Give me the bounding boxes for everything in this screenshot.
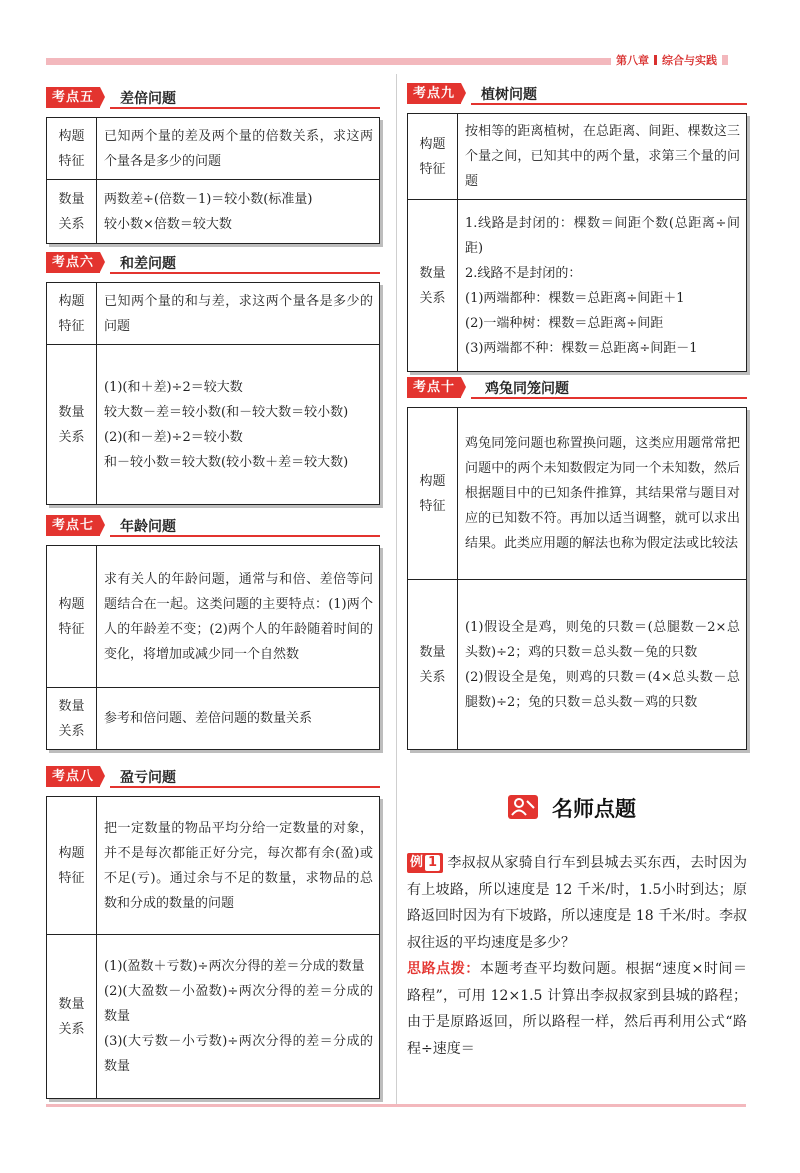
relation-label: 数量 关系 [47,935,97,1099]
column-divider [396,74,397,1104]
section-header [46,766,380,790]
feature-label: 构题 特征 [408,114,458,200]
feature-text: 按相等的距离植树，在总距离、间距、棵数这三个量之间，已知其中的两个量，求第三个量的问题 [458,114,747,200]
section-title: 和差问题 [120,256,176,272]
section-title: 差倍问题 [120,91,176,107]
relation-line: 1.线路是封闭的：棵数＝间距个数(总距离÷间距) [465,215,740,256]
knowledge-table [46,796,380,1099]
section-6 [46,252,380,505]
section-rule [110,107,380,109]
hint-text: 本题考查平均数问题。根据“速度×时间＝路程”，可用 12×1.5 计算出李叔叔家到县城的路程；由于是原路返回，所以路程一样，然后再利用公式“路程÷速度＝ [407,961,748,1057]
section-rule [471,397,747,399]
relation-label: 数量 关系 [47,688,97,750]
chapter-label: 第八章 [616,54,649,67]
knowledge-table [46,545,380,750]
knowledge-table [46,282,380,505]
relation-line: (1)两端都种：棵数＝总距离÷间距＋1 [465,290,685,306]
relation-row [408,200,747,372]
feature-text: 已知两个量的和与差，求这两个量各是多少的问题 [97,283,380,345]
feature-label: 构题 特征 [408,408,458,580]
section-header [46,87,380,111]
section-header [407,377,747,401]
section-title: 年龄问题 [120,519,176,535]
knowledge-table [407,113,747,372]
relation-row [47,935,380,1099]
relation-line: (1)假设全是鸡，则兔的只数＝(总腿数－2×总头数)÷2；鸡的只数＝总头数－兔的只数 [465,619,740,660]
relation-line: 较大数－差＝较小数(和－较大数＝较小数) [104,404,349,420]
relation-row [47,688,380,750]
feature-row [47,546,380,688]
relation-text [97,688,380,750]
feature-label: 构题 特征 [47,118,97,180]
feature-text: 已知两个量的差及两个量的倍数关系，求这两个量各是多少的问题 [97,118,380,180]
teacher-icon [508,795,538,819]
section-8 [46,766,380,1099]
relation-label: 数量 关系 [47,345,97,505]
relation-line: 两数差÷(倍数－1)＝较小数(标准量) [104,191,313,207]
section-5 [46,87,380,244]
section-tag: 考点十 [407,377,461,398]
section-7 [46,515,380,750]
chapter-title: 综合与实践 [662,54,717,67]
example-hint [407,956,747,1062]
example-block [407,850,747,1062]
section-title: 盈亏问题 [120,770,176,786]
header-bar [46,58,611,65]
section-title: 鸡兔同笼问题 [485,381,569,397]
header-separator [654,55,657,65]
section-header [46,252,380,276]
relation-row [408,580,747,750]
feature-row [47,283,380,345]
section-tag: 考点六 [46,252,100,273]
relation-label: 数量 关系 [408,200,458,372]
section-rule [110,535,380,537]
section-header [46,515,380,539]
relation-line: (2)一端种树：棵数＝总距离÷间距 [465,315,664,331]
question-text: 李叔叔从家骑自行车到县城去买东西，去时因为有上坡路，所以速度是 12 千米/时，1.5小时到达；原路返回时因为有下坡路，所以速度是 18 千米/时。李叔叔往返的平均速度是多少？ [407,855,747,951]
section-tag: 考点九 [407,83,461,104]
feature-row [47,797,380,935]
relation-label: 数量 关系 [408,580,458,750]
knowledge-table [407,407,747,750]
feature-row [408,114,747,200]
feature-text: 把一定数量的物品平均分给一定数量的对象，并不是每次都能正好分完，每次都有余(盈)或不足(亏)。通过余与不足的数量，求物品的总数和分成的数量的问题 [97,797,380,935]
section-tag: 考点七 [46,515,100,536]
relation-row [47,180,380,244]
relation-line: (3)两端都不种：棵数＝总距离÷间距－1 [465,340,698,356]
relation-line: (2)假设全是兔，则鸡的只数＝(4×总头数－总腿数)÷2；兔的只数＝总头数－鸡的只数 [465,669,740,710]
relation-line: 参考和倍问题、差倍问题的数量关系 [104,711,313,726]
relation-text [458,200,747,372]
section-tag: 考点五 [46,87,100,108]
feature-label: 构题 特征 [47,797,97,935]
feature-row [47,118,380,180]
relation-row [47,345,380,505]
example-question [407,850,747,956]
famous-teacher-title: 名师点题 [552,797,636,821]
relation-label: 数量 关系 [47,180,97,244]
section-tag: 考点八 [46,766,100,787]
feature-text: 求有关人的年龄问题，通常与和倍、差倍等问题结合在一起。这类问题的主要特点：(1)两个人的年龄差不变；(2)两个人的年龄随着时间的变化，将增加或减少同一个自然数 [97,546,380,688]
feature-row [408,408,747,580]
hint-label: 思路点拨： [407,961,480,977]
running-header [616,52,728,68]
feature-text: 鸡兔同笼问题也称置换问题，这类应用题常常把问题中的两个未知数假定为同一个未知数，然后根据题目中的已知条件推算，其结果常与题目对应的已知数不符。再加以适当调整，就可以求出结果。此类应用题的解法也称为假定法或比较法 [458,408,747,580]
section-9 [407,83,747,372]
relation-line: (3)(大亏数－小亏数)÷两次分得的差＝分成的数量 [104,1034,373,1074]
example-badge: 例 1 [407,853,443,873]
section-rule [471,103,747,105]
relation-line: 2.线路不是封闭的： [465,265,582,281]
relation-line: 和－较小数＝较大数(较小数＋差＝较大数) [104,454,349,470]
section-rule [110,272,380,274]
relation-line: (2)(大盈数－小盈数)÷两次分得的差＝分成的数量 [104,984,373,1024]
feature-label: 构题 特征 [47,546,97,688]
relation-text [97,345,380,505]
relation-text [97,935,380,1099]
section-header [407,83,747,107]
footer-bar [46,1104,746,1107]
knowledge-table [46,117,380,244]
section-title: 植树问题 [481,87,537,103]
relation-line: (1)(盈数＋亏数)÷两次分得的差＝分成的数量 [104,959,365,974]
feature-label: 构题 特征 [47,283,97,345]
header-square [722,55,728,65]
relation-line: (1)(和＋差)÷2＝较大数 [104,379,243,395]
relation-line: 较小数×倍数＝较大数 [104,216,232,232]
section-10 [407,377,747,750]
relation-text [97,180,380,244]
section-rule [110,786,380,788]
relation-text [458,580,747,750]
relation-line: (2)(和－差)÷2＝较小数 [104,429,243,445]
